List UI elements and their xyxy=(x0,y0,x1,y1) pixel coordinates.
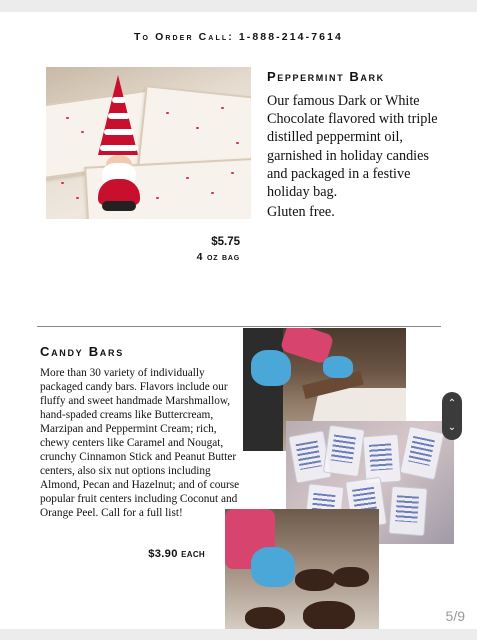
gluten-free-note: Gluten free. xyxy=(267,204,335,220)
candy-bars-price: $3.90 each xyxy=(148,548,205,560)
peppermint-bark-price: $5.75 xyxy=(211,236,240,248)
top-status-bar xyxy=(0,0,477,12)
peppermint-bark-photo xyxy=(46,67,251,219)
peppermint-bark-description: Our famous Dark or White Chocolate flavored with triple distilled peppermint oil, garnished in holiday candies and packaged in a festive holiday bag. xyxy=(267,93,438,201)
scroll-widget[interactable] xyxy=(442,392,462,440)
order-phone-line[interactable]: To Order Call: 1-888-214-7614 xyxy=(134,31,343,43)
catalog-page xyxy=(0,12,477,629)
gnome-figurine-feet xyxy=(102,201,136,211)
chevron-up-icon[interactable]: ⌃ xyxy=(447,398,457,409)
candy-bars-title: Candy Bars xyxy=(40,344,124,359)
section-divider xyxy=(37,326,441,327)
peppermint-bark-title: Peppermint Bark xyxy=(267,69,385,84)
chevron-down-icon[interactable]: ⌄ xyxy=(447,422,457,433)
chocolate-dipping-photo xyxy=(225,509,379,629)
candy-bars-description: More than 30 variety of individually packaged candy bars. Flavors include our fluffy and sweet handmade Marshmallow, hand-spaded creams like Buttercream, Marzipan and Peppermint Cream; rich, chewy centers like Caramel and Nougat, crunchy Cinnamon Stick and Peanut Butter centers, also six nut options including Almond, Pecan and Hazelnut; and of course popular fruit centers including Coconut and Orange Peel. Call for a full list! xyxy=(40,367,240,520)
peppermint-bark-size: 4 oz bag xyxy=(196,251,240,263)
page-indicator: 5/9 xyxy=(445,608,465,624)
bottom-bar xyxy=(0,629,477,640)
